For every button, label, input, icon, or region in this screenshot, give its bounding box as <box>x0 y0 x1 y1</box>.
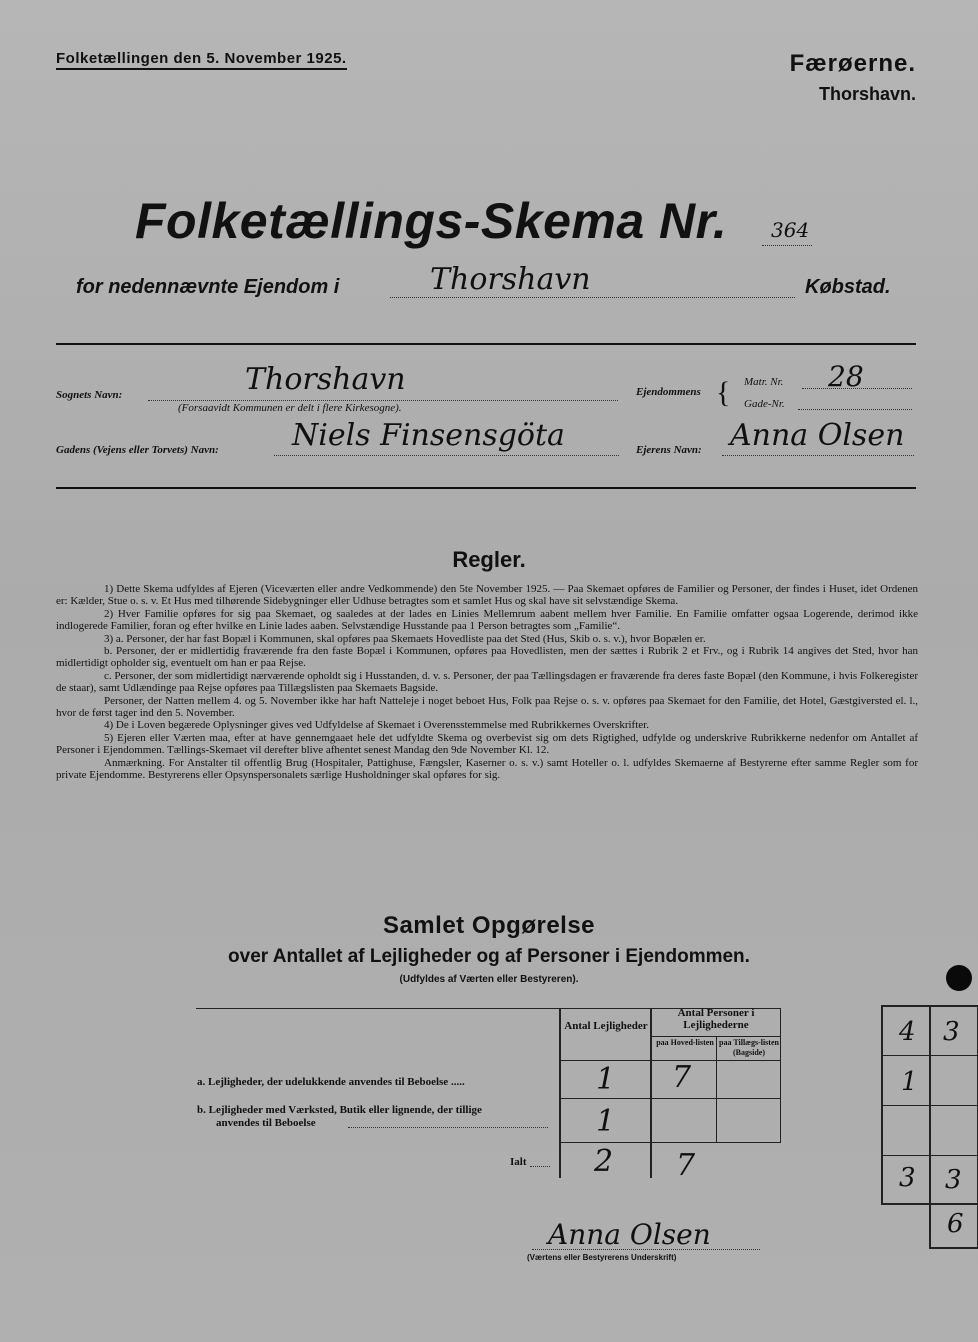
table-head-bottom-line <box>559 1060 781 1061</box>
rule-paragraph: 5) Ejeren eller Værten maa, efter at have gennemgaaet hele det udfyldte Skema og overbevist sig om dets Rigtighed, udfylde og underskrive Rubrikkerne nedenfor om Antallet af Personer i Ejendommen. Tællings-Skemaet vil derefter blive afhentet senest Mandag den 9de November Kl. 12. <box>56 731 918 757</box>
row-b-label-1: b. Lejligheder med Værksted, Butik eller lignende, der tillige <box>197 1104 482 1116</box>
row-total-dots <box>530 1166 550 1167</box>
row-total-label: Ialt <box>510 1156 527 1168</box>
tally-r5: 6 <box>947 1209 964 1239</box>
row-a-label: a. Lejligheder, der udelukkende anvendes til Beboelse ..... <box>197 1076 465 1088</box>
matr-value: 28 <box>828 360 864 393</box>
property-town-handwritten: Thorshavn <box>430 262 591 297</box>
property-label: Ejendommens <box>636 386 701 398</box>
total-main-list: 7 <box>676 1148 696 1183</box>
subtitle-right: Købstad. <box>805 276 891 298</box>
gade-label: Gade-Nr. <box>744 398 785 410</box>
parish-label: Sognets Navn: <box>56 389 123 401</box>
rule-paragraph: b. Personer, der er midlertidig fraværende fra den faste Bopæl i Kommunen, opføres paa Hovedlisten, men der sættes i Rubrik 2 et Frv., og i Rubrik 14 angives det Sted, hvor han midlertidigt opholder sig, eventuelt om han er paa Rejse. <box>56 645 918 670</box>
side-tally-extra-box <box>929 1201 978 1249</box>
tally-r4c2: 3 <box>945 1165 962 1195</box>
tally-r1c1: 4 <box>899 1017 916 1047</box>
tally-hline-2 <box>883 1105 977 1106</box>
col-apartments-header: Antal Lejligheder <box>564 1020 648 1032</box>
summary-note: (Udfyldes af Værten eller Bestyreren). <box>399 974 579 985</box>
parish-note: (Forsaavidt Kommunen er delt i flere Kirkesogne). <box>178 402 402 414</box>
parish-line <box>148 400 618 401</box>
col-extra-list-header: paa Tillægs-listen (Bagside) <box>719 1038 779 1057</box>
street-line <box>274 455 619 456</box>
rule-note: Anmærkning. For Anstalter til offentlig Brug (Hospitaler, Pattighuse, Fængsler, Kaserner o. s. v.) samt Hoteller o. l. udfyldes Skemaerne af Bestyrerne efter samme Regler som for private Ejendomme. Bestyrerens eller Opsynspersonalets særlige Husholdninger skal opføres for sig. <box>56 756 918 782</box>
property-brace: { <box>716 376 731 409</box>
col-persons-header: Antal Personer i Lejlighederne <box>677 1007 755 1031</box>
tally-hline-3 <box>883 1155 977 1156</box>
owner-signature: Anna Olsen <box>548 1218 711 1251</box>
gade-line <box>798 409 912 410</box>
owner-label: Ejerens Navn: <box>636 444 702 456</box>
owner-value: Anna Olsen <box>730 418 905 453</box>
rule-paragraph: c. Personer, der som midlertidigt nærværende opholdt sig i Husstanden, d. v. s. Personer, der paa Tællingsdagen er fraværende fra deres faste Bopæl (den Kommune, i hvis Folkeregister de staar), samt Udlændinge paa Rejse opføres paa Tillægslisten paa Skemaets Bagside. <box>56 669 918 695</box>
tally-r1c2: 3 <box>943 1017 960 1047</box>
rules-heading: Regler. <box>452 547 526 572</box>
top-divider <box>56 343 916 345</box>
row-b-dots <box>348 1127 548 1128</box>
row-b-apartments: 1 <box>596 1104 616 1139</box>
page-title: Folketællings-Skema Nr. <box>135 193 728 249</box>
parish-value: Thorshavn <box>245 362 406 397</box>
subtitle-left: for nedennævnte Ejendom i <box>76 276 340 298</box>
table-row-line-1 <box>559 1098 781 1099</box>
table-row-line-2 <box>559 1142 781 1143</box>
matr-label: Matr. Nr. <box>744 376 784 388</box>
region-name: Færøerne. <box>789 50 916 77</box>
side-tally-box <box>881 1005 978 1205</box>
summary-heading: Samlet Opgørelse <box>382 912 596 939</box>
rules-body <box>56 583 918 782</box>
table-subhead-line <box>652 1036 780 1037</box>
table-vline-1 <box>559 1008 561 1178</box>
row-a-main-list: 7 <box>672 1060 692 1095</box>
tally-r4c1: 3 <box>899 1163 916 1193</box>
rule-paragraph: 3) a. Personer, der har fast Bopæl i Kommunen, skal opføres paa Skemaets Hovedliste paa det Sted (Hus, Skib o. s. v.), hvor Bopælen er. <box>104 632 706 645</box>
tally-hline-1 <box>883 1055 977 1056</box>
row-b-label-2: anvendes til Beboelse <box>216 1117 316 1129</box>
rule-paragraph: 4) De i Loven begærede Oplysninger gives ved Udfyldelse af Skemaet i Overensstemmelse med Rubrikkernes Overskrifter. <box>104 719 649 732</box>
total-apartments: 2 <box>594 1144 614 1179</box>
tally-r2c1: 1 <box>901 1067 918 1097</box>
town-name: Thorshavn. <box>818 84 916 104</box>
street-value: Niels Finsensgöta <box>292 418 565 453</box>
rule-paragraph: Personer, der Natten mellem 4. og 5. November ikke har haft Natteleje i noget beboet Hus, Folk paa Rejse o. s. v. opføres paa Skemaet for den Familie, det Hotel, Gæstgiversted el. l., hvor de først tager ind den 5. November. <box>56 694 918 720</box>
col-main-list-header: paa Hoved-listen <box>656 1038 714 1047</box>
rule-paragraph: 2) Hver Familie opføres for sig paa Skemaet, og saaledes at der lades en Linies Mellemrum aabent mellem hver Familie. En Familie omfatter ogsaa Logerende, derimod ikke indlogerede Familier, foran og efter hvilke en Linie lades aaben. Selvstændige Husstande paa 1 Person betragtes som „Familie“. <box>56 607 918 633</box>
signature-caption: (Værtens eller Bestyrerens Underskrift) <box>527 1253 677 1262</box>
table-vline-4 <box>780 1008 781 1142</box>
signature-line <box>532 1248 760 1250</box>
schema-number-line <box>762 244 812 246</box>
schema-number: 364 <box>771 218 810 242</box>
rule-paragraph: 1) Dette Skema udfyldes af Ejeren (Viceværten eller andre Vedkommende) den 5te November 1925. — Paa Skemaet opføres de Familier og Personer, der findes i Huset, idet Ordenen er: Kælder, Stue o. s. v. Et Hus med tilhørende Sidebygninger eller Udhuse betragtes som et samlet Hus og skal have sit selvstændige Skema. <box>56 583 918 608</box>
census-header-line: Folketællingen den 5. November 1925. <box>56 50 347 70</box>
row-a-apartments: 1 <box>596 1062 616 1097</box>
ink-blot <box>946 965 972 991</box>
summary-subheading: over Antallet af Lejligheder og af Personer i Ejendommen. <box>228 946 750 967</box>
table-vline-2 <box>650 1008 652 1178</box>
table-vline-3 <box>716 1036 717 1142</box>
property-town-line <box>390 296 795 298</box>
owner-line <box>722 455 914 456</box>
fields-bottom-divider <box>56 487 916 489</box>
street-label: Gadens (Vejens eller Torvets) Navn: <box>56 444 219 456</box>
